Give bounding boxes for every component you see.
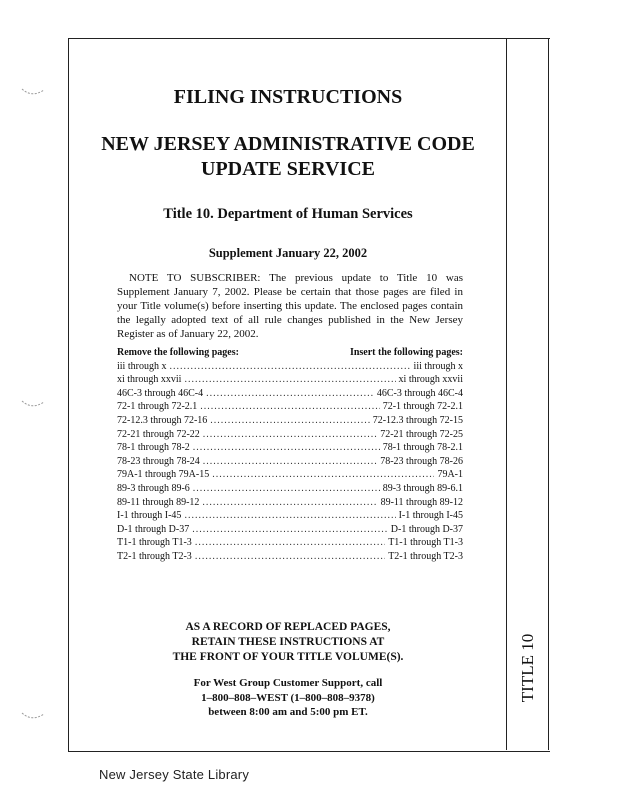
remove-pages-cell: 78-1 through 78-2 [117,442,190,454]
table-row [117,414,463,428]
insert-pages-cell: T1-1 through T1-3 [388,537,463,549]
punch-hole-mark [20,86,46,100]
remove-pages-cell: D-1 through D-37 [117,523,190,535]
table-row [117,523,463,537]
table-row [117,496,463,510]
library-stamp: New Jersey State Library [99,767,250,782]
dot-leader [193,482,380,496]
dot-leader [169,360,410,374]
remove-pages-cell: 46C-3 through 46C-4 [117,387,204,399]
dot-leader [192,523,388,537]
table-row [117,468,463,482]
remove-pages-cell: 89-3 through 89-6 [117,482,190,494]
remove-pages-cell: 79A-1 through 79A-15 [117,469,210,481]
dot-leader [195,536,385,550]
dot-leader [200,400,379,414]
dot-leader [195,550,385,564]
remove-pages-cell: I-1 through I-45 [117,510,182,522]
remove-pages-cell: 72-1 through 72-2.1 [117,401,198,413]
punch-hole-mark [20,398,46,412]
insert-pages-cell: xi through xxvii [398,374,463,386]
page-replacement-table [117,346,463,564]
record-line-2: RETAIN THESE INSTRUCTIONS AT [191,636,385,648]
remove-pages-cell: 89-11 through 89-12 [117,496,200,508]
table-row [117,441,463,455]
table-header [117,346,463,360]
support-line-1: For West Group Customer Support, call [193,677,383,689]
table-row [117,482,463,496]
punch-hole-mark [20,710,46,724]
table-row [117,373,463,387]
insert-pages-cell: 78-1 through 78-2.1 [382,442,463,454]
table-rows [117,360,463,564]
table-row [117,455,463,469]
table-row [117,360,463,374]
dot-leader [203,455,377,469]
support-line-3: between 8:00 am and 5:00 pm ET. [208,706,368,718]
dot-leader [206,387,374,401]
insert-pages-cell: 79A-1 [437,469,463,481]
insert-pages-cell: 46C-3 through 46C-4 [376,387,463,399]
remove-pages-cell: 78-23 through 78-24 [117,455,200,467]
support-line-2: 1–800–808–WEST (1–800–808–9378) [201,691,375,704]
remove-column-header: Remove the following pages: [117,347,239,358]
title-section-heading: Title 10. Department of Human Services [163,206,413,222]
title-tab-label-box [510,628,546,708]
insert-pages-cell: D-1 through D-37 [390,523,463,535]
document-subtitle [70,132,506,182]
insert-pages-cell: iii through x [413,360,463,372]
document-title: FILING INSTRUCTIONS [173,86,403,108]
table-row [117,509,463,523]
subtitle-line-2: UPDATE SERVICE [201,158,375,180]
customer-support-notice [70,676,506,720]
insert-pages-cell: 72-21 through 72-25 [380,428,463,440]
subtitle-line-1: NEW JERSEY ADMINISTRATIVE CODE [101,133,475,155]
insert-pages-cell: 72-1 through 72-2.1 [382,401,463,413]
table-row [117,536,463,550]
remove-pages-cell: xi through xxvii [117,374,182,386]
dot-leader [193,441,380,455]
insert-column-header: Insert the following pages: [349,347,463,358]
title-tab-label: TITLE 10 [518,633,538,703]
dot-leader [212,468,434,482]
dot-leader [210,414,369,428]
remove-pages-cell: 72-12.3 through 72-16 [117,414,208,426]
remove-pages-cell: 72-21 through 72-22 [117,428,200,440]
table-row [117,428,463,442]
record-line-3: THE FRONT OF YOUR TITLE VOLUME(S). [172,651,404,663]
subscriber-note: NOTE TO SUBSCRIBER: The previous update to Title 10 was Supplement January 7, 2002. Please be certain that those pages are filed in your Title volume(s) before inserting this update. The enclosed pages contain the legally adopted text of all rule changes published in the New Jersey Register as of January 22, 2002. [117,272,463,340]
remove-pages-cell: T2-1 through T2-3 [117,550,192,562]
supplement-heading: Supplement January 22, 2002 [208,246,368,260]
table-row [117,550,463,564]
insert-pages-cell: 72-12.3 through 72-15 [372,414,463,426]
dot-leader [184,373,395,387]
remove-pages-cell: iii through x [117,360,167,372]
dot-leader [184,509,395,523]
dot-leader [203,428,377,442]
table-row [117,400,463,414]
dot-leader [202,496,377,510]
record-line-1: AS A RECORD OF REPLACED PAGES, [185,621,391,633]
insert-pages-cell: 89-11 through 89-12 [380,496,463,508]
insert-pages-cell: I-1 through I-45 [398,510,463,522]
insert-pages-cell: T2-1 through T2-3 [388,550,463,562]
insert-pages-cell: 89-3 through 89-6.1 [382,482,463,494]
insert-pages-cell: 78-23 through 78-26 [380,455,463,467]
remove-pages-cell: T1-1 through T1-3 [117,537,192,549]
record-notice [70,620,506,665]
table-row [117,387,463,401]
